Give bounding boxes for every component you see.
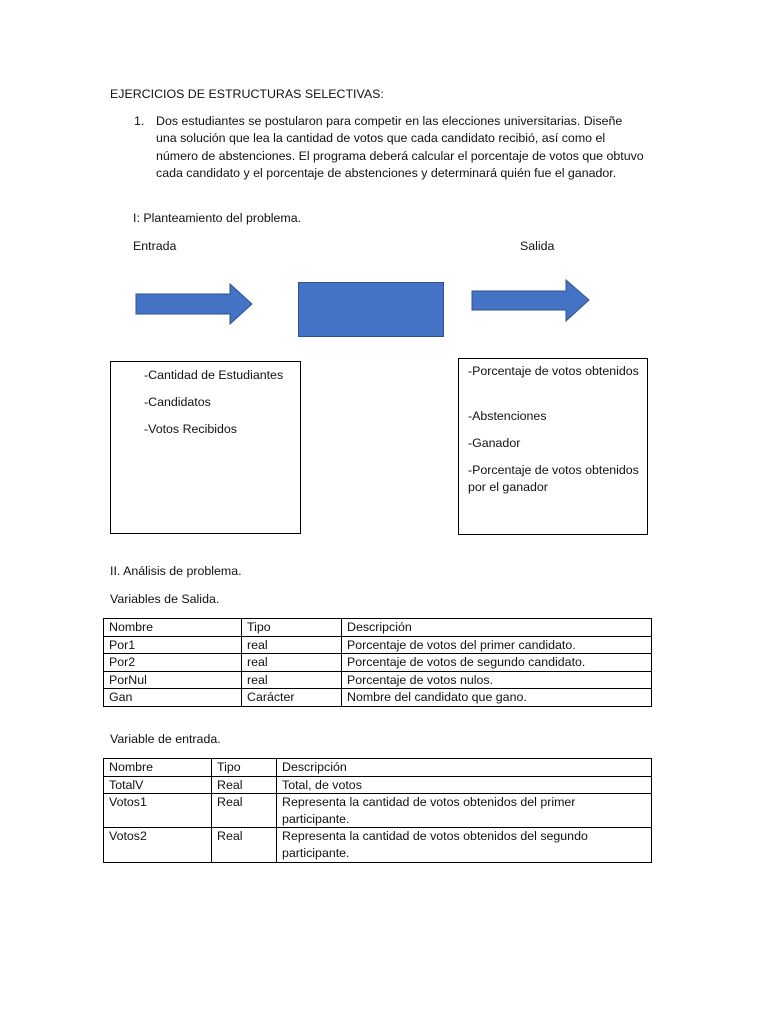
table-row bbox=[104, 671, 652, 689]
table-cell: real bbox=[242, 671, 342, 689]
table-row bbox=[104, 828, 652, 862]
table-row bbox=[104, 654, 652, 672]
header-cell: Descripción bbox=[277, 759, 652, 777]
output-box bbox=[458, 358, 648, 535]
table-cell: Votos2 bbox=[104, 828, 212, 862]
table-cell: real bbox=[242, 636, 342, 654]
table-row bbox=[104, 794, 652, 828]
table-cell: Por2 bbox=[104, 654, 242, 672]
document-heading: EJERCICIOS DE ESTRUCTURAS SELECTIVAS: bbox=[110, 87, 384, 101]
output-variables-label: Variables de Salida. bbox=[110, 592, 220, 606]
table-cell: Representa la cantidad de votos obtenidos del segundo participante. bbox=[277, 828, 652, 862]
table-cell: Total, de votos bbox=[277, 776, 652, 794]
table-cell: TotalV bbox=[104, 776, 212, 794]
output-arrow-icon bbox=[471, 279, 591, 323]
input-box bbox=[110, 361, 301, 534]
output-item: -Porcentaje de votos obtenidos por el ganador bbox=[468, 463, 639, 495]
header-cell: Nombre bbox=[104, 759, 212, 777]
table-cell: Nombre del candidato que gano. bbox=[342, 689, 652, 707]
input-variables-table bbox=[103, 758, 652, 863]
output-item: -Ganador bbox=[468, 436, 521, 450]
table-header-row bbox=[104, 759, 652, 777]
table-row bbox=[104, 636, 652, 654]
input-item: -Votos Recibidos bbox=[144, 422, 237, 436]
exercise-text: Dos estudiantes se postularon para competir en las elecciones universitarias. Diseñe una solución que lea la cantidad de votos que cada candidato recibió, así como el número de abstenciones. El programa deberá calcular el porcentaje de votos que obtuvo cada candidato y el porcentaje de abstenciones y determinará quién fue el ganador. bbox=[156, 114, 644, 181]
table-cell: Por1 bbox=[104, 636, 242, 654]
table-cell: Gan bbox=[104, 689, 242, 707]
input-item: -Candidatos bbox=[144, 395, 211, 409]
input-arrow-icon bbox=[135, 283, 254, 325]
process-box bbox=[298, 282, 444, 337]
salida-label: Salida bbox=[520, 239, 555, 253]
table-cell: Carácter bbox=[242, 689, 342, 707]
table-cell: PorNul bbox=[104, 671, 242, 689]
table-cell: Porcentaje de votos del primer candidato. bbox=[342, 636, 652, 654]
header-cell: Tipo bbox=[242, 619, 342, 637]
exercise-number: 1. bbox=[134, 114, 145, 128]
table-cell: Votos1 bbox=[104, 794, 212, 828]
section-2-title: II. Análisis de problema. bbox=[110, 564, 242, 578]
input-variables-label: Variable de entrada. bbox=[110, 732, 221, 746]
input-item: -Cantidad de Estudiantes bbox=[144, 368, 284, 382]
output-variables-table bbox=[103, 618, 652, 707]
table-cell: Real bbox=[212, 776, 277, 794]
output-item: -Porcentaje de votos obtenidos bbox=[468, 364, 639, 378]
table-cell: Real bbox=[212, 828, 277, 862]
table-cell: real bbox=[242, 654, 342, 672]
table-row bbox=[104, 776, 652, 794]
entrada-label: Entrada bbox=[133, 239, 177, 253]
header-cell: Tipo bbox=[212, 759, 277, 777]
table-cell: Porcentaje de votos nulos. bbox=[342, 671, 652, 689]
table-cell: Real bbox=[212, 794, 277, 828]
table-header-row bbox=[104, 619, 652, 637]
header-cell: Descripción bbox=[342, 619, 652, 637]
table-row bbox=[104, 689, 652, 707]
header-cell: Nombre bbox=[104, 619, 242, 637]
table-cell: Porcentaje de votos de segundo candidato. bbox=[342, 654, 652, 672]
table-cell: Representa la cantidad de votos obtenidos del primer participante. bbox=[277, 794, 652, 828]
output-item: -Abstenciones bbox=[468, 409, 547, 423]
section-1-title: I: Planteamiento del problema. bbox=[133, 211, 302, 225]
